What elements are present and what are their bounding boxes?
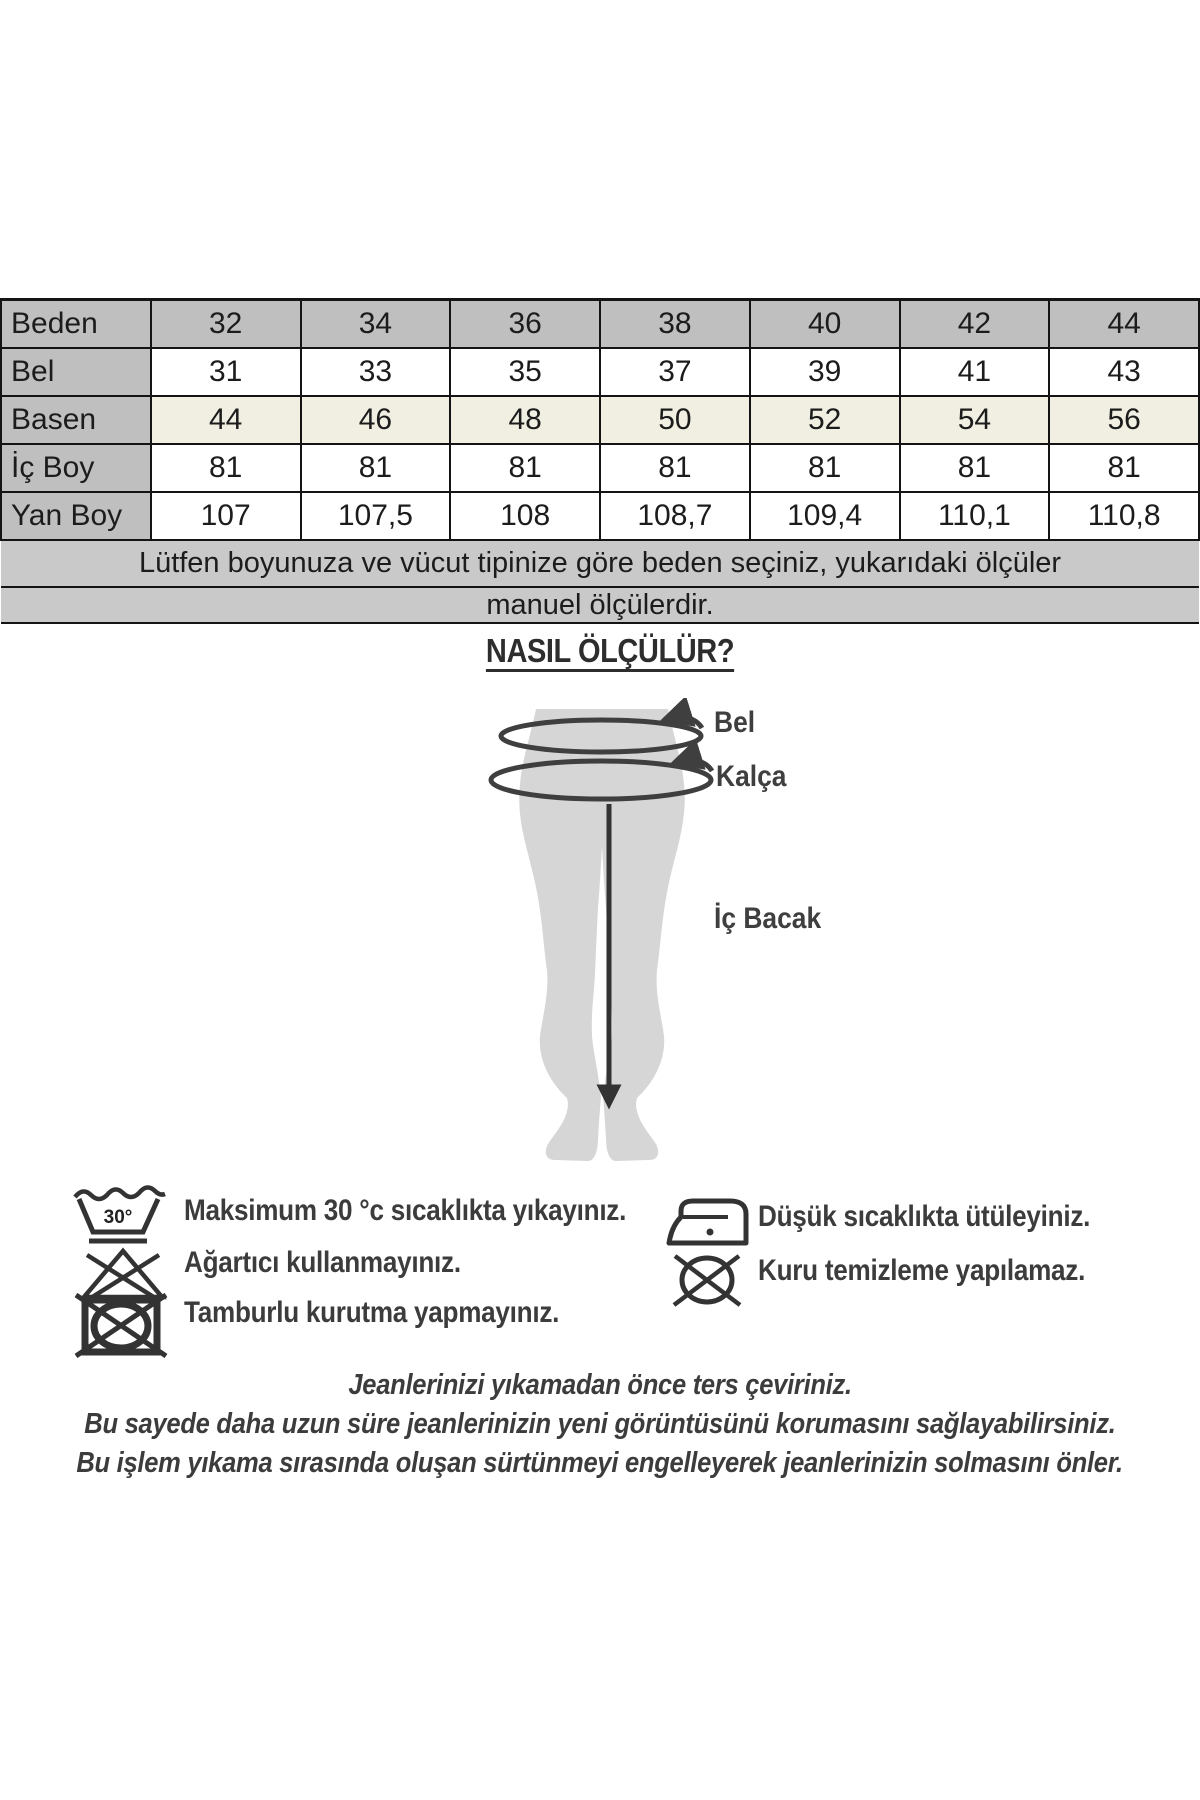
table-note-row-1 bbox=[1, 540, 1199, 587]
size-table-row-bel bbox=[1, 348, 1199, 396]
size-value-cell: 38 bbox=[600, 300, 750, 349]
footer-line: Bu işlem yıkama sırasında oluşan sürtünmeyi engelleyerek jeanlerinizin solmasını önler. bbox=[76, 1447, 1124, 1479]
size-table-row-yanboy bbox=[1, 492, 1199, 540]
measure-guide-title-text: NASIL ÖLÇÜLÜR? bbox=[485, 632, 735, 669]
footer-line: Bu sayede daha uzun süre jeanlerinizin yeni görüntüsünü korumasını sağlayabilirsiniz. bbox=[84, 1408, 1116, 1440]
size-value-cell: 52 bbox=[750, 396, 900, 444]
table-note-row-2 bbox=[1, 587, 1199, 623]
size-table bbox=[0, 298, 1200, 624]
size-value-cell: 43 bbox=[1049, 348, 1199, 396]
no-tumble-dry-icon bbox=[74, 1292, 168, 1358]
size-value-cell: 33 bbox=[301, 348, 451, 396]
size-value-cell: 39 bbox=[750, 348, 900, 396]
size-value-cell: 41 bbox=[900, 348, 1050, 396]
size-value-cell: 108 bbox=[450, 492, 600, 540]
size-value-cell: 107,5 bbox=[301, 492, 451, 540]
size-value-cell: 40 bbox=[750, 300, 900, 349]
size-table-row-basen bbox=[1, 396, 1199, 444]
legs-silhouette bbox=[519, 709, 685, 1161]
no-dry-clean-icon bbox=[668, 1250, 746, 1310]
inseam-label: İç Bacak bbox=[714, 902, 822, 935]
size-value-cell: 34 bbox=[301, 300, 451, 349]
size-value-cell: 37 bbox=[600, 348, 750, 396]
size-value-cell: 81 bbox=[450, 444, 600, 492]
size-value-cell: 54 bbox=[900, 396, 1050, 444]
row-label-cell: Basen bbox=[1, 396, 151, 444]
size-value-cell: 48 bbox=[450, 396, 600, 444]
row-label-cell: Yan Boy bbox=[1, 492, 151, 540]
size-value-cell: 81 bbox=[750, 444, 900, 492]
size-table-row-icboy bbox=[1, 444, 1199, 492]
row-label-cell: Bel bbox=[1, 348, 151, 396]
size-value-cell: 81 bbox=[151, 444, 301, 492]
waist-label: Bel bbox=[714, 706, 756, 739]
size-value-cell: 50 bbox=[600, 396, 750, 444]
measure-guide-title bbox=[0, 632, 1200, 670]
wash-30-icon bbox=[72, 1182, 168, 1248]
iron-low-icon bbox=[666, 1194, 750, 1248]
size-value-cell: 81 bbox=[900, 444, 1050, 492]
footer-line: Jeanlerinizi yıkamadan önce ters çeviriniz. bbox=[348, 1369, 852, 1401]
size-value-cell: 56 bbox=[1049, 396, 1199, 444]
row-label-cell: İç Boy bbox=[1, 444, 151, 492]
size-value-cell: 32 bbox=[151, 300, 301, 349]
size-value-cell: 46 bbox=[301, 396, 451, 444]
measure-diagram bbox=[430, 698, 830, 1168]
size-value-cell: 44 bbox=[1049, 300, 1199, 349]
care-instruction-text: Ağartıcı kullanmayınız. bbox=[184, 1246, 461, 1279]
care-instruction-text: Kuru temizleme yapılamaz. bbox=[758, 1254, 1086, 1287]
size-value-cell: 108,7 bbox=[600, 492, 750, 540]
size-value-cell: 44 bbox=[151, 396, 301, 444]
footer-note bbox=[0, 1366, 1200, 1483]
size-value-cell: 36 bbox=[450, 300, 600, 349]
size-value-cell: 35 bbox=[450, 348, 600, 396]
care-instruction-text: Maksimum 30 °c sıcaklıkta yıkayınız. bbox=[184, 1194, 627, 1227]
table-note-text: Lütfen boyunuza ve vücut tipinize göre beden seçiniz, yukarıdaki ölçüler bbox=[1, 540, 1199, 587]
size-value-cell: 31 bbox=[151, 348, 301, 396]
size-value-cell: 107 bbox=[151, 492, 301, 540]
wash-temp-label: 30° bbox=[103, 1207, 133, 1228]
size-value-cell: 110,1 bbox=[900, 492, 1050, 540]
care-instruction-text: Tamburlu kurutma yapmayınız. bbox=[184, 1296, 560, 1329]
size-value-cell: 42 bbox=[900, 300, 1050, 349]
size-value-cell: 81 bbox=[1049, 444, 1199, 492]
size-value-cell: 110,8 bbox=[1049, 492, 1199, 540]
table-note-text: manuel ölçülerdir. bbox=[1, 587, 1199, 623]
size-value-cell: 81 bbox=[600, 444, 750, 492]
hip-label: Kalça bbox=[716, 760, 787, 793]
care-instruction-text: Düşük sıcaklıkta ütüleyiniz. bbox=[758, 1200, 1091, 1233]
row-label-cell: Beden bbox=[1, 300, 151, 349]
size-value-cell: 109,4 bbox=[750, 492, 900, 540]
size-table-row-beden bbox=[1, 300, 1199, 349]
size-value-cell: 81 bbox=[301, 444, 451, 492]
